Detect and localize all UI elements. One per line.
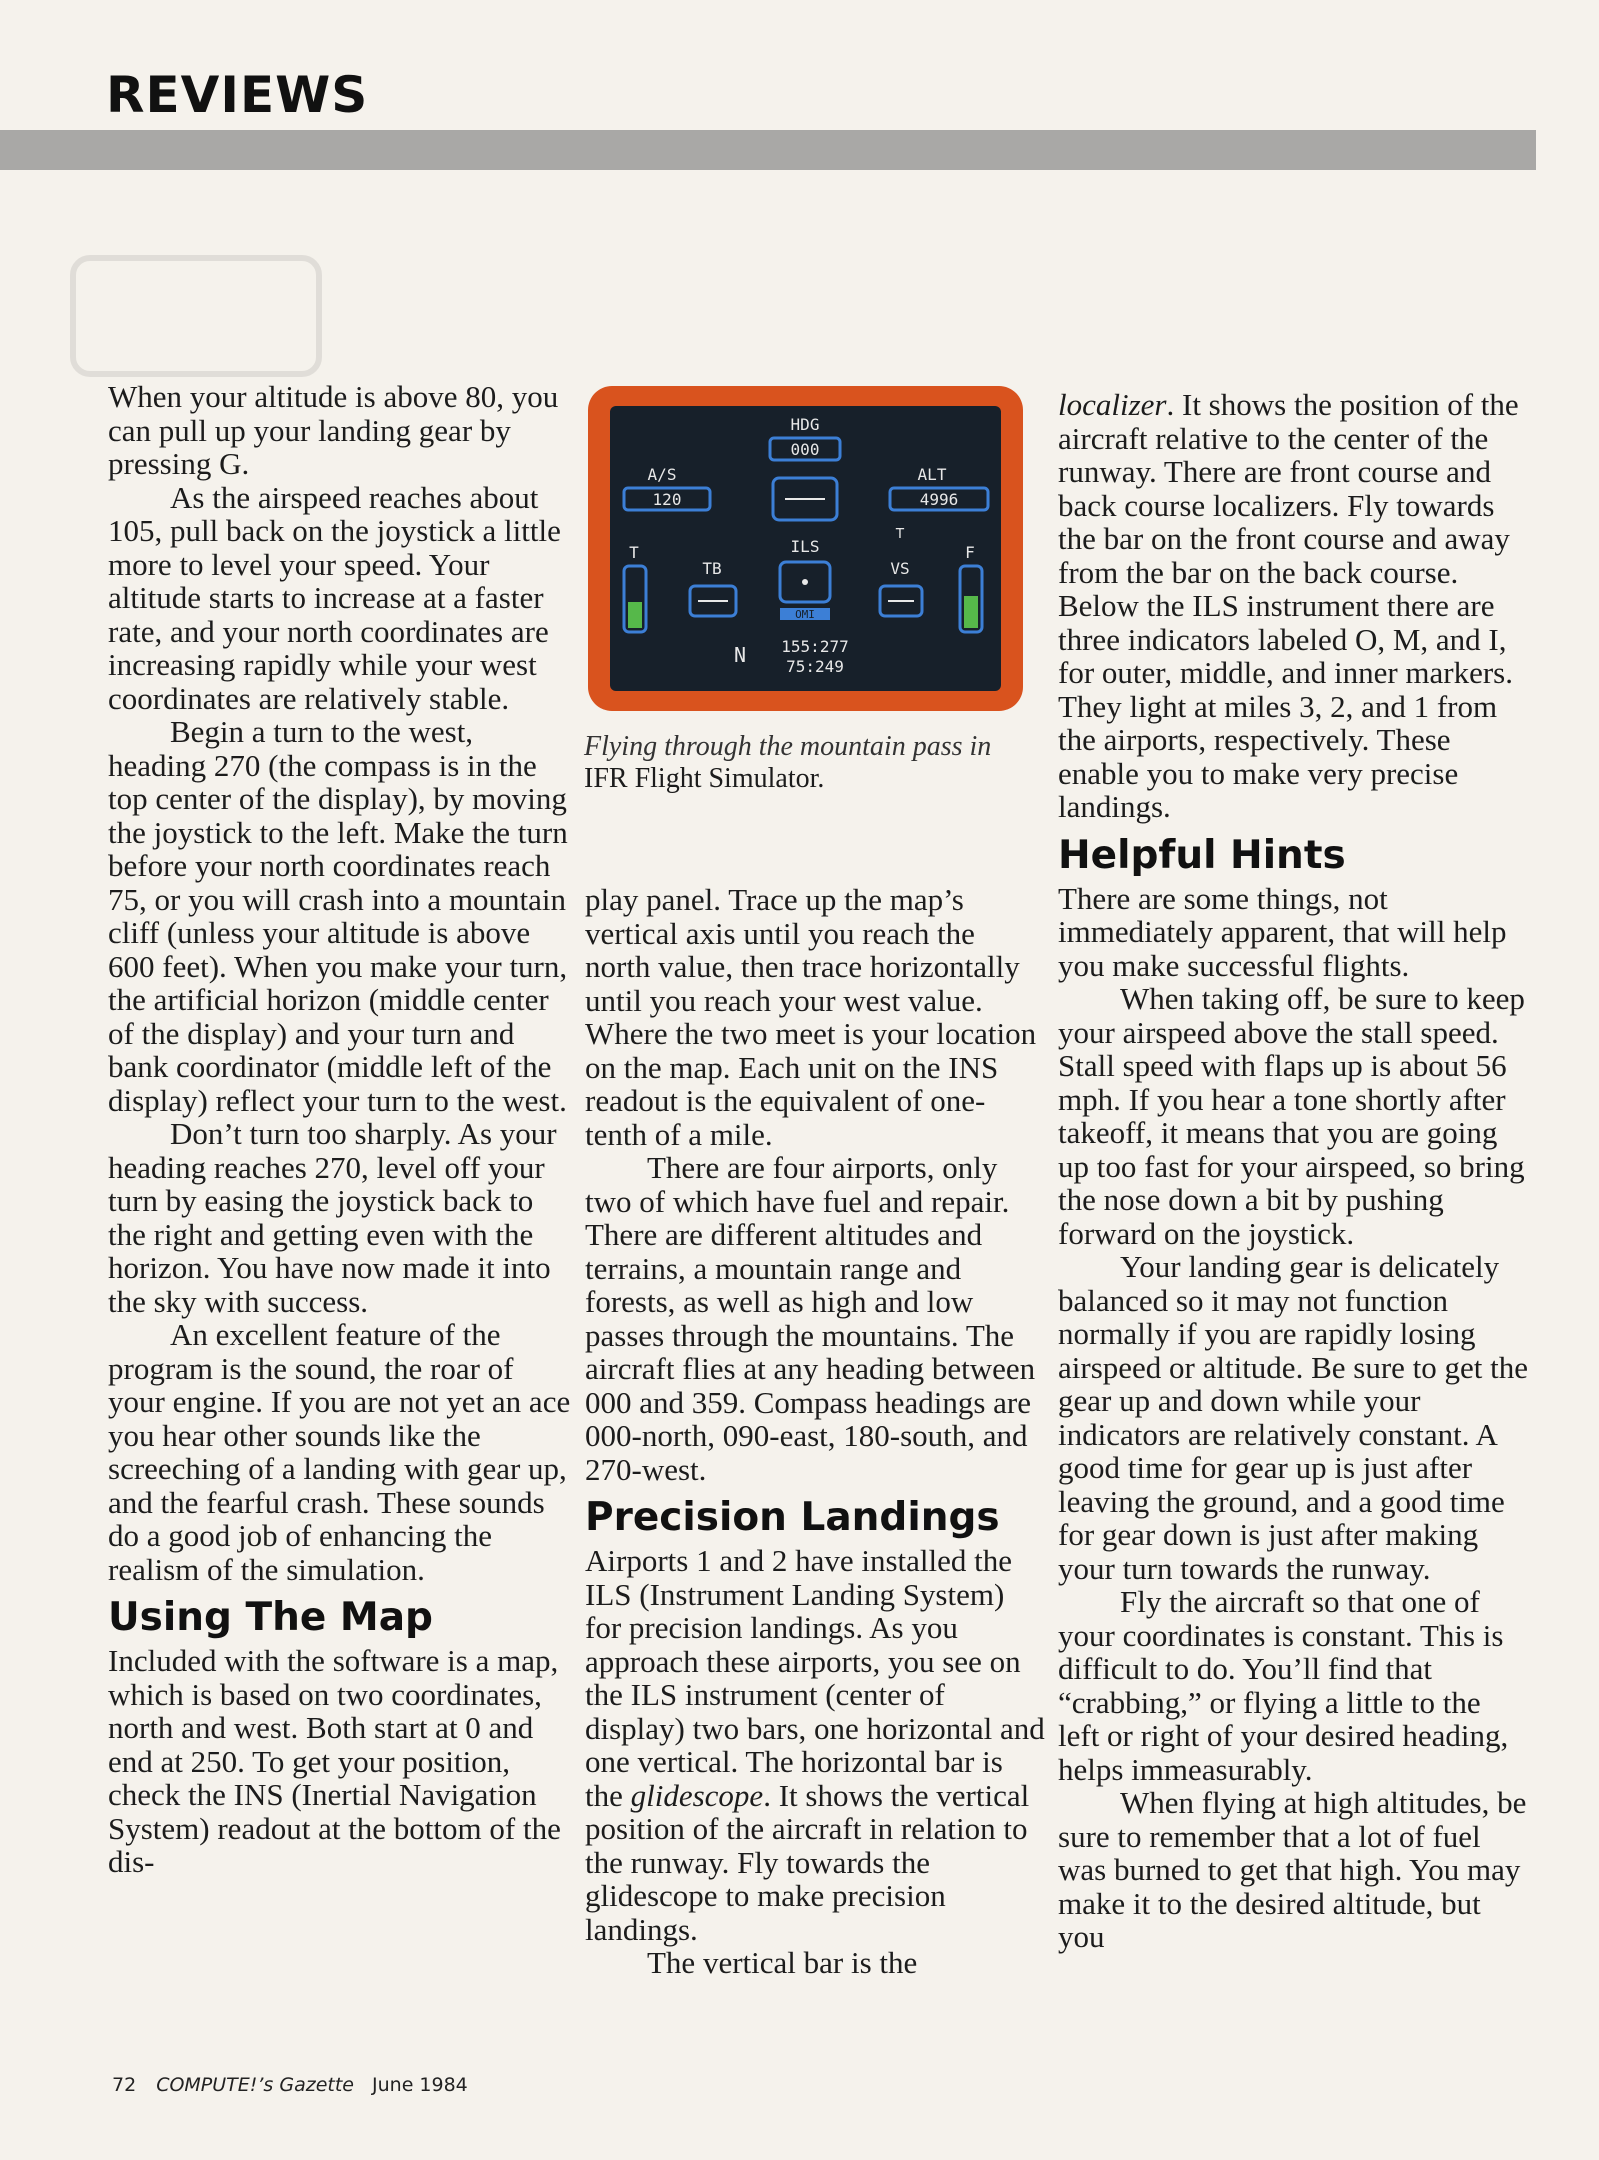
publication-name: COMPUTE!’s Gazette: [156, 2074, 354, 2096]
hud-alt-label: ALT: [917, 465, 947, 484]
paragraph: Your landing gear is delicately balanced so it may not function normally if you are rapidly losing airspeed or altitude. Be sure to get the gear up and down while your indicators are relatively constant. A good time for gear up is just after leaving the ground, and a good time for gear down is just after making your turn towards the runway.: [1058, 1249, 1529, 1586]
column-3: [1058, 388, 1528, 1954]
hud-as-label: A/S: [647, 465, 677, 484]
page-number: 72: [112, 2074, 137, 2096]
bleed-through-badge: [70, 255, 322, 377]
text-run: . It shows the vertical position of the aircraft in relation to the runway. Fly towards the glidescope to make precision landings.: [585, 1777, 1030, 1947]
paragraph: Don’t turn too sharply. As your heading reaches 270, level off your turn by easing the joystick back to the right and getting even with the horizon. You have now made it into the sky with success.: [108, 1116, 557, 1319]
subheading-precision-landings: Precision Landings: [585, 1495, 1000, 1540]
paragraph: When taking off, be sure to keep your airspeed above the stall speed. Stall speed with flaps up is about 56 mph. If you hear a tone shortly after takeoff, it means that you are going up too fast for your airspeed, so bring the nose down a bit by pushing forward on the joystick.: [1058, 981, 1525, 1251]
page-footer: [112, 2074, 468, 2096]
hud-nav-north: 155:277: [781, 637, 849, 656]
figure-caption: [584, 731, 1024, 795]
paragraph: When flying at high altitudes, be sure to remember that a lot of fuel was burned to get that high. You may make it to the desired altitude, but you: [1058, 1785, 1527, 1954]
paragraph: Begin a turn to the west, heading 270 (the compass is in the top center of the display), by moving the joystick to the left. Make the turn before your north coordinates reach 75, or you will crash into a mountain cliff (unless your altitude is above 600 feet). When you make your turn, the artificial horizon (middle center of the display) and your turn and bank coordinator (middle left of the display) reflect your turn to the west.: [108, 714, 568, 1118]
caption-plain: IFR Flight Simulator.: [584, 763, 825, 794]
paragraph: There are four airports, only two of which have fuel and repair. There are different altitudes and terrains, a mountain range and forests, as well as high and low passes through the mountains. The aircraft flies at any heading between 000 and 359. Compass headings are 000-north, 090-east, 180-south, and 270-west.: [585, 1150, 1036, 1487]
hud-hdg-label: HDG: [790, 415, 820, 434]
hud-alt-value: 4996: [919, 490, 959, 509]
section-label: REVIEWS: [106, 66, 369, 124]
column-2: [585, 883, 1045, 1980]
hud-t-label: T: [629, 543, 639, 562]
paragraph: play panel. Trace up the map’s vertical axis until you reach the north value, then trace horizontally until you reach your west value. Where the two meet is your location on the map. Each unit on the INS readout is the equivalent of one-tenth of a mile.: [585, 882, 1037, 1152]
hud-ils-label: ILS: [790, 537, 820, 556]
column-1: [108, 380, 578, 1879]
simulator-screenshot: [588, 386, 1023, 711]
hud-f-label: F: [965, 543, 975, 562]
text-run-italic: localizer: [1058, 387, 1167, 422]
text-run: . It shows the position of the aircraft relative to the center of the runway. There are front course and back course localizers. Fly towards the bar on the front course and away from the bar on the back course. Below the ILS instrument there are three indicators labeled O, M, and I, for outer, middle, and inner markers. They light at miles 3, 2, and 1 from the airports, respectively. These enable you to make very precise landings.: [1058, 387, 1519, 824]
header-rule: [0, 130, 1536, 170]
hud-tb-label: TB: [702, 559, 722, 578]
subheading-helpful-hints: Helpful Hints: [1058, 832, 1346, 878]
paragraph: An excellent feature of the program is the sound, the roar of your engine. If you are not yet an ace you hear other sounds like the screeching of a landing with gear up, and the fearful crash. These sounds do a good job of enhancing the realism of the simulation.: [108, 1317, 571, 1587]
paragraph: When your altitude is above 80, you can pull up your landing gear by pressing G.: [108, 379, 559, 481]
hud-nav-west: 75:249: [786, 657, 844, 676]
paragraph: [1058, 388, 1528, 824]
paragraph: Fly the aircraft so that one of your coordinates is constant. This is difficult to do. You’ll find that “crabbing,” or flying a little to the left or right of your desired heading, helps immeasurably.: [1058, 1584, 1509, 1787]
paragraph: As the airspeed reaches about 105, pull back on the joystick a little more to level your speed. Your altitude starts to increase at a faster rate, and your north coordinates are increasing rapidly while your west coordinates are relatively stable.: [108, 479, 561, 716]
paragraph: The vertical bar is the: [647, 1945, 918, 1980]
subheading-using-the-map: Using The Map: [108, 1595, 433, 1640]
hud-nav-glyph: N: [733, 643, 747, 667]
text-run: Airports 1 and 2 have installed the ILS (Instrument Landing System) for precision landings. As you approach these airports, you see on the ILS instrument (center of display) two bars, one horizontal and one vertical. The horizontal bar is the: [585, 1543, 1045, 1813]
hud-compass-mark: ⊤: [895, 523, 905, 542]
paragraph: [585, 1544, 1045, 1946]
hud-display: [610, 406, 1001, 691]
hud-hdg-value: 000: [790, 440, 820, 459]
paragraph: Included with the software is a map, which is based on two coordinates, north and west. Both start at 0 and end at 250. To get your position, check the INS (Inertial Navigation System) readout at the bottom of the dis-: [108, 1643, 561, 1879]
caption-italic: Flying through the mountain pass in: [584, 731, 992, 762]
paragraph: There are some things, not immediately apparent, that will help you make successful flights.: [1058, 880, 1507, 983]
hud-as-value: 120: [652, 490, 682, 509]
hud-omi-label: OMI: [795, 608, 815, 621]
text-run-italic: glidescope: [630, 1777, 764, 1813]
issue-date: June 1984: [372, 2074, 468, 2096]
hud-vs-label: VS: [890, 559, 910, 578]
